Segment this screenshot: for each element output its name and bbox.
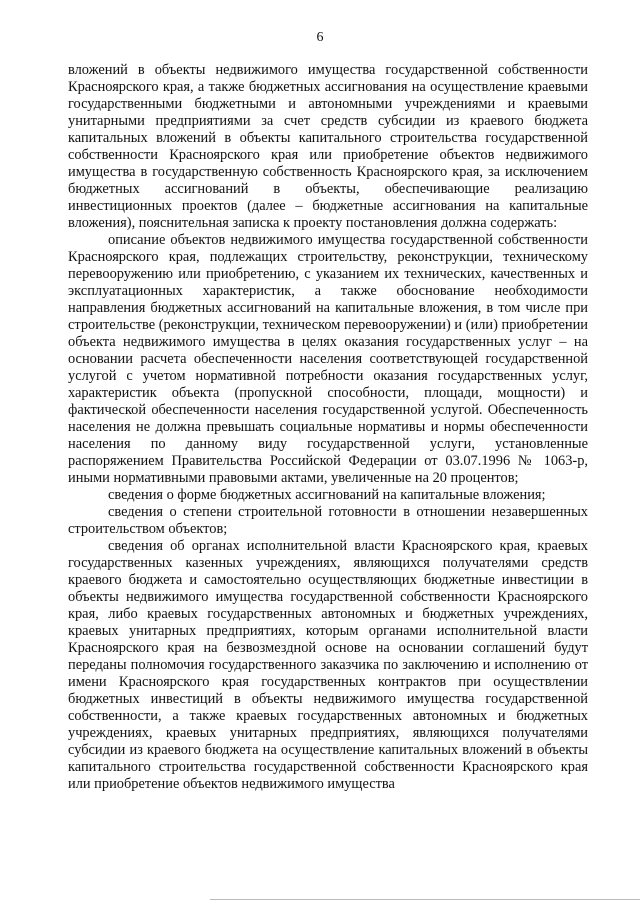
page-number: 6 <box>316 30 324 45</box>
paragraph-object-description: описание объектов недвижимого имущества государственной собственности Красноярского края, подлежащих строительству, реконструкции, техническому перевооружению или приобретению, с указанием их технических, качественных и эксплуатационных характеристик, а также обоснование необходимости направления бюджетных ассигнований на капитальные вложения, в том числе при строительстве (реконструкции, техническом перевооружении) и (или) приобретении объекта недвижимого имущества в целях оказания государственных услуг – на основании расчета обеспеченности населения соответствующей государственной услугой с учетом нормативной потребности оказания государственных услуг, характеристик объекта (пропускной способности, площади, мощности) и фактической обеспеченности населения государственной услугой. Обеспеченность населения не должна превышать социальные нормативы и нормы обеспеченности населения по данному виду государственной услуги, установленные распоряжением Правительства Российской Федерации от 03.07.1996 № 1063-р, иными нормативными правовыми актами, увеличенные на 20 процентов; <box>68 232 588 486</box>
paragraph-continuation: вложений в объекты недвижимого имущества государственной собственности Красноярского края, а также бюджетных ассигнования на осуществление краевыми государственными бюджетными и автономными учреждениями и краевыми унитарными предприятиями за счет средств субсидии из краевого бюджета капитальных вложений в объекты капитального строительства государственной собственности Красноярского края или приобретение объектов недвижимого имущества в государственную собственность Красноярского края, за исключением бюджетных ассигнований в объекты, обеспечивающие реализацию инвестиционных проектов (далее – бюджетные ассигнования на капитальные вложения), пояснительная записка к проекту постановления должна содержать: <box>68 62 588 231</box>
document-body <box>68 62 588 793</box>
bottom-divider <box>210 899 640 900</box>
paragraph-construction-readiness: сведения о степени строительной готовности в отношении незавершенных строительством объектов; <box>68 504 588 537</box>
paragraph-form-of-allocation: сведения о форме бюджетных ассигнований на капитальные вложения; <box>108 487 546 503</box>
paragraph-executive-bodies: сведения об органах исполнительной власти Красноярского края, краевых государственных казенных учреждениях, являющихся получателями средств краевого бюджета и самостоятельно осуществляющих бюджетные инвестиции в объекты недвижимого имущества государственной собственности Красноярского края, либо краевых государственных автономных и бюджетных учреждениях, краевых унитарных предприятиях, которым органами исполнительной власти Красноярского края на безвозмездной основе на основании соглашений будут переданы полномочия государственного заказчика по заключению и исполнению от имени Красноярского края государственных контрактов при осуществлении бюджетных инвестиций в объекты недвижимого имущества государственной собственности, а также краевых государственных автономных и бюджетных учреждениях, краевых унитарных предприятиях, являющихся получателями субсидии из краевого бюджета на осуществление капитальных вложений в объекты капитального строительства государственной собственности Красноярского края или приобретение объектов недвижимого имущества <box>68 538 588 792</box>
